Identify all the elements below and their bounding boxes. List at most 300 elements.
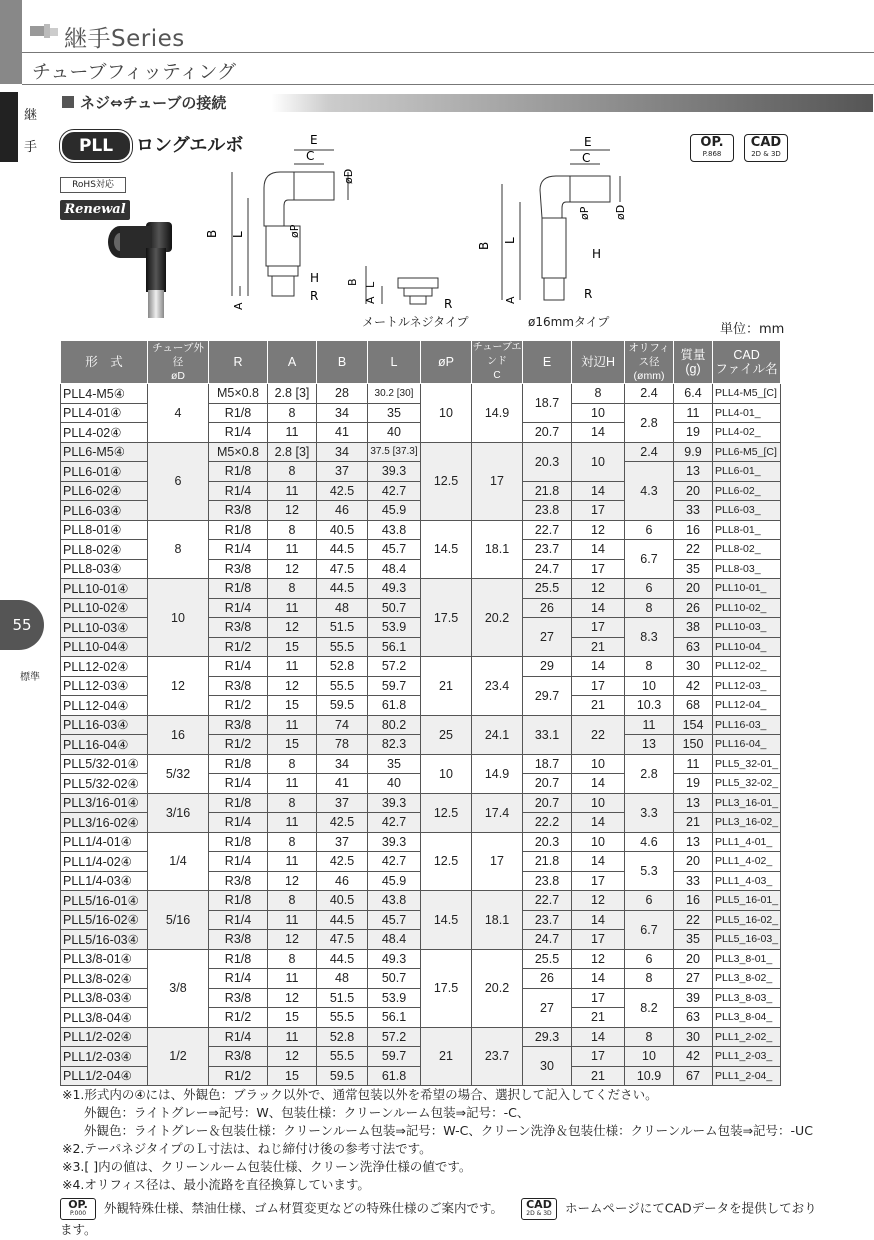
- table-cell-a: 8: [268, 754, 317, 774]
- footer-op-text: 外観特殊仕様、禁油仕様、ゴム材質変更などの特殊仕様のご案内です。: [103, 1200, 503, 1216]
- table-cell-b: 46: [317, 501, 368, 521]
- table-cell-model: PLL16-04④: [61, 735, 148, 755]
- table-cell-o: 8: [625, 969, 674, 989]
- footer-cad-badge-label: CAD: [526, 1198, 552, 1211]
- svg-text:B: B: [477, 241, 491, 250]
- table-cell-cad: PLL12-03_: [713, 676, 781, 696]
- table-cell-p: 17.5: [421, 579, 472, 657]
- svg-text:R: R: [444, 297, 453, 311]
- table-cell-g: 16: [674, 520, 713, 540]
- col-header-l: L: [368, 341, 421, 384]
- table-cell-cad: PLL16-04_: [713, 735, 781, 755]
- table-cell-model: PLL4-01④: [61, 403, 148, 423]
- svg-text:H: H: [310, 271, 320, 285]
- table-cell-d: 1/4: [148, 832, 209, 891]
- table-cell-b: 48: [317, 969, 368, 989]
- dimension-drawing-metric: [346, 256, 472, 316]
- table-cell-cad: PLL10-03_: [713, 618, 781, 638]
- table-cell-h: 14: [572, 813, 625, 833]
- table-cell-c: 14.9: [472, 384, 523, 443]
- table-cell-o: 6: [625, 579, 674, 599]
- dimension-drawing-16mm: [477, 132, 640, 312]
- table-cell-cad: PLL5_16-02_: [713, 910, 781, 930]
- table-cell-model: PLL3/8-04④: [61, 1008, 148, 1028]
- spec-table: [60, 340, 781, 1086]
- svg-text:øD: øD: [342, 168, 355, 184]
- table-cell-o: 8: [625, 598, 674, 618]
- table-cell-r: R1/8: [209, 403, 268, 423]
- table-cell-h: 12: [572, 520, 625, 540]
- table-cell-e: 18.7: [523, 384, 572, 423]
- table-cell-d: 12: [148, 657, 209, 716]
- table-cell-model: PLL1/4-01④: [61, 832, 148, 852]
- table-cell-d: 6: [148, 442, 209, 520]
- table-cell-a: 12: [268, 501, 317, 521]
- table-cell-model: PLL1/2-03④: [61, 1047, 148, 1067]
- table-cell-h: 21: [572, 1008, 625, 1028]
- table-cell-g: 26: [674, 598, 713, 618]
- table-cell-b: 28: [317, 384, 368, 404]
- table-cell-b: 52.8: [317, 657, 368, 677]
- product-code-badge: PLL: [60, 130, 132, 162]
- svg-text:L: L: [503, 237, 517, 244]
- table-cell-e: 21.8: [523, 852, 572, 872]
- table-cell-c: 23.4: [472, 657, 523, 716]
- table-cell-model: PLL10-02④: [61, 598, 148, 618]
- table-cell-b: 37: [317, 793, 368, 813]
- table-cell-r: R3/8: [209, 871, 268, 891]
- table-cell-h: 14: [572, 540, 625, 560]
- table-cell-model: PLL8-01④: [61, 520, 148, 540]
- table-cell-a: 8: [268, 462, 317, 482]
- table-cell-r: R1/4: [209, 774, 268, 794]
- table-cell-l: 42.7: [368, 481, 421, 501]
- svg-text:E: E: [584, 135, 592, 149]
- table-cell-cad: PLL6-03_: [713, 501, 781, 521]
- table-cell-h: 12: [572, 891, 625, 911]
- table-cell-r: R3/8: [209, 618, 268, 638]
- table-cell-h: 14: [572, 423, 625, 443]
- table-cell-r: M5×0.8: [209, 442, 268, 462]
- table-cell-r: R1/2: [209, 735, 268, 755]
- col-header-orifice-l2: (ømm): [633, 370, 665, 382]
- table-cell-cad: PLL4-02_: [713, 423, 781, 443]
- footnote: ※4.オリフィス径は、最小流路を直径換算しています。: [62, 1177, 370, 1192]
- table-cell-cad: PLL1_4-01_: [713, 832, 781, 852]
- table-cell-o: 6.7: [625, 910, 674, 949]
- table-cell-r: R1/8: [209, 793, 268, 813]
- table-cell-model: PLL12-03④: [61, 676, 148, 696]
- table-cell-l: 56.1: [368, 637, 421, 657]
- table-cell-e: 27: [523, 988, 572, 1027]
- table-cell-cad: PLL1_2-02_: [713, 1027, 781, 1047]
- footer-op-badge-label: OP.: [68, 1198, 88, 1211]
- table-cell-r: R1/4: [209, 540, 268, 560]
- table-cell-cad: PLL12-04_: [713, 696, 781, 716]
- table-cell-l: 40: [368, 423, 421, 443]
- table-cell-h: 17: [572, 501, 625, 521]
- table-cell-b: 51.5: [317, 618, 368, 638]
- svg-text:øP: øP: [288, 224, 301, 238]
- col-header-orifice-l1: オリフィス径: [628, 342, 670, 368]
- table-cell-c: 24.1: [472, 715, 523, 754]
- table-cell-l: 56.1: [368, 1008, 421, 1028]
- table-cell-e: 21.8: [523, 481, 572, 501]
- table-cell-e: 25.5: [523, 949, 572, 969]
- table-cell-h: 10: [572, 793, 625, 813]
- table-cell-c: 18.1: [472, 520, 523, 579]
- cad-badge-sub: 2D & 3D: [751, 150, 781, 158]
- table-cell-model: PLL8-02④: [61, 540, 148, 560]
- table-cell-a: 11: [268, 481, 317, 501]
- table-cell-model: PLL3/8-03④: [61, 988, 148, 1008]
- table-cell-model: PLL1/2-02④: [61, 1027, 148, 1047]
- table-cell-h: 14: [572, 1027, 625, 1047]
- table-row: [61, 657, 781, 677]
- table-cell-r: R1/8: [209, 754, 268, 774]
- table-cell-b: 51.5: [317, 988, 368, 1008]
- table-cell-e: 22.7: [523, 520, 572, 540]
- col-header-tube-end-l1: チューブエンド: [472, 342, 522, 367]
- table-cell-cad: PLL5_32-02_: [713, 774, 781, 794]
- table-cell-cad: PLL3_16-02_: [713, 813, 781, 833]
- table-cell-h: 21: [572, 696, 625, 716]
- table-cell-a: 12: [268, 676, 317, 696]
- table-cell-l: 39.3: [368, 462, 421, 482]
- table-cell-b: 48: [317, 598, 368, 618]
- svg-text:B: B: [205, 229, 219, 238]
- table-cell-cad: PLL6-01_: [713, 462, 781, 482]
- table-cell-d: 3/8: [148, 949, 209, 1027]
- table-cell-g: 9.9: [674, 442, 713, 462]
- table-cell-l: 39.3: [368, 793, 421, 813]
- table-cell-b: 74: [317, 715, 368, 735]
- table-cell-e: 24.7: [523, 930, 572, 950]
- table-cell-b: 40.5: [317, 520, 368, 540]
- col-header-tube-od-l1: チューブ外径: [152, 342, 204, 368]
- col-header-cad: [713, 341, 781, 384]
- table-cell-e: 25.5: [523, 579, 572, 599]
- table-cell-r: R3/8: [209, 501, 268, 521]
- table-cell-cad: PLL6-02_: [713, 481, 781, 501]
- table-header-row: [61, 341, 781, 384]
- table-cell-cad: PLL1_2-03_: [713, 1047, 781, 1067]
- table-cell-r: R1/4: [209, 481, 268, 501]
- col-header-orifice: [625, 341, 674, 384]
- table-cell-l: 35: [368, 754, 421, 774]
- footer-cad-badge-sub: 2D & 3D: [526, 1210, 552, 1217]
- table-cell-cad: PLL5_16-03_: [713, 930, 781, 950]
- table-cell-d: 10: [148, 579, 209, 657]
- table-cell-r: R1/4: [209, 657, 268, 677]
- table-cell-c: 20.2: [472, 949, 523, 1027]
- table-cell-e: 27: [523, 618, 572, 657]
- table-cell-h: 17: [572, 676, 625, 696]
- spec-table-body: [61, 384, 781, 1086]
- table-cell-h: 14: [572, 852, 625, 872]
- table-cell-r: R1/8: [209, 520, 268, 540]
- svg-text:øD: øD: [614, 204, 627, 220]
- table-cell-g: 154: [674, 715, 713, 735]
- footer-op-badge[interactable]: [60, 1198, 96, 1220]
- table-cell-b: 34: [317, 442, 368, 462]
- table-cell-a: 2.8 [3]: [268, 442, 317, 462]
- table-cell-e: 33.1: [523, 715, 572, 754]
- table-cell-o: 2.8: [625, 754, 674, 793]
- table-cell-a: 12: [268, 618, 317, 638]
- table-cell-r: R3/8: [209, 988, 268, 1008]
- table-cell-e: 22.7: [523, 891, 572, 911]
- table-cell-e: 24.7: [523, 559, 572, 579]
- table-cell-e: 30: [523, 1047, 572, 1086]
- table-cell-b: 59.5: [317, 1066, 368, 1086]
- footer-cad-badge[interactable]: [521, 1198, 557, 1220]
- table-cell-o: 6: [625, 891, 674, 911]
- table-cell-h: 21: [572, 1066, 625, 1086]
- col-header-cad-l1: CAD: [733, 348, 760, 362]
- table-cell-o: 6: [625, 520, 674, 540]
- table-cell-p: 10: [421, 754, 472, 793]
- table-cell-c: 17.4: [472, 793, 523, 832]
- table-cell-h: 10: [572, 403, 625, 423]
- table-cell-o: 4.6: [625, 832, 674, 852]
- table-cell-l: 42.7: [368, 813, 421, 833]
- table-cell-l: 35: [368, 403, 421, 423]
- table-cell-c: 17: [472, 442, 523, 520]
- table-cell-e: 26: [523, 969, 572, 989]
- table-cell-g: 35: [674, 559, 713, 579]
- table-cell-model: PLL6-M5④: [61, 442, 148, 462]
- table-cell-e: 18.7: [523, 754, 572, 774]
- table-cell-a: 15: [268, 696, 317, 716]
- table-row: [61, 754, 781, 774]
- col-header-tube-end-l2: C: [493, 370, 501, 381]
- table-cell-r: R1/2: [209, 1066, 268, 1086]
- table-cell-a: 11: [268, 598, 317, 618]
- side-tab-char: 継: [24, 108, 38, 123]
- table-cell-l: 82.3: [368, 735, 421, 755]
- table-cell-p: 14.5: [421, 891, 472, 950]
- table-cell-l: 53.9: [368, 618, 421, 638]
- table-cell-o: 13: [625, 735, 674, 755]
- table-cell-cad: PLL4-M5_[C]: [713, 384, 781, 404]
- table-cell-a: 11: [268, 1027, 317, 1047]
- table-cell-l: 42.7: [368, 852, 421, 872]
- table-cell-l: 43.8: [368, 891, 421, 911]
- table-cell-model: PLL3/8-02④: [61, 969, 148, 989]
- product-photo: [100, 218, 180, 324]
- col-header-model: 形 式: [61, 341, 148, 384]
- table-cell-b: 47.5: [317, 559, 368, 579]
- op-reference-badge[interactable]: [690, 134, 734, 162]
- table-cell-b: 59.5: [317, 696, 368, 716]
- table-cell-r: R3/8: [209, 715, 268, 735]
- table-cell-e: 29: [523, 657, 572, 677]
- table-cell-a: 11: [268, 657, 317, 677]
- table-cell-a: 8: [268, 520, 317, 540]
- table-cell-e: 29.3: [523, 1027, 572, 1047]
- page-subtitle: チューブフィッティング: [32, 61, 237, 83]
- table-cell-g: 68: [674, 696, 713, 716]
- col-header-mass: [674, 341, 713, 384]
- col-header-b: B: [317, 341, 368, 384]
- table-cell-a: 11: [268, 774, 317, 794]
- table-cell-model: PLL6-03④: [61, 501, 148, 521]
- table-cell-r: R3/8: [209, 559, 268, 579]
- footer-op-badge-page: P.000: [69, 1210, 87, 1217]
- table-cell-g: 20: [674, 949, 713, 969]
- page-category-label: 標準: [20, 672, 40, 683]
- col-header-tube-end: [472, 341, 523, 384]
- table-row: [61, 891, 781, 911]
- table-row: [61, 832, 781, 852]
- table-cell-cad: PLL16-03_: [713, 715, 781, 735]
- table-cell-r: M5×0.8: [209, 384, 268, 404]
- side-index-tab: [0, 92, 18, 162]
- table-cell-cad: PLL10-01_: [713, 579, 781, 599]
- table-cell-r: R1/4: [209, 598, 268, 618]
- table-cell-g: 30: [674, 657, 713, 677]
- table-cell-model: PLL5/16-01④: [61, 891, 148, 911]
- table-cell-h: 17: [572, 988, 625, 1008]
- table-cell-model: PLL12-04④: [61, 696, 148, 716]
- table-cell-o: 10: [625, 676, 674, 696]
- table-cell-r: R1/8: [209, 949, 268, 969]
- col-header-tube-od: [148, 341, 209, 384]
- table-cell-r: R1/4: [209, 910, 268, 930]
- table-cell-o: 6.7: [625, 540, 674, 579]
- table-cell-e: 20.7: [523, 774, 572, 794]
- col-header-mass-l2: (g): [685, 362, 701, 376]
- page-footer: [60, 1198, 820, 1237]
- table-cell-r: R1/2: [209, 637, 268, 657]
- product-name: ロングエルボ: [136, 135, 244, 156]
- table-cell-cad: PLL3_8-04_: [713, 1008, 781, 1028]
- table-cell-h: 14: [572, 481, 625, 501]
- table-cell-cad: PLL10-04_: [713, 637, 781, 657]
- table-cell-l: 49.3: [368, 949, 421, 969]
- table-cell-g: 30: [674, 1027, 713, 1047]
- table-cell-b: 41: [317, 774, 368, 794]
- table-cell-p: 12.5: [421, 793, 472, 832]
- svg-text:A: A: [504, 296, 517, 304]
- table-cell-o: 8.3: [625, 618, 674, 657]
- cad-reference-badge[interactable]: [744, 134, 788, 162]
- table-cell-model: PLL10-01④: [61, 579, 148, 599]
- svg-text:L: L: [364, 281, 377, 288]
- series-title: 継手Series: [64, 26, 185, 52]
- table-cell-l: 57.2: [368, 657, 421, 677]
- table-cell-a: 12: [268, 930, 317, 950]
- table-cell-l: 80.2: [368, 715, 421, 735]
- table-cell-h: 21: [572, 637, 625, 657]
- fitting-logo-icon: [30, 22, 60, 46]
- table-cell-model: PLL3/8-01④: [61, 949, 148, 969]
- table-cell-o: 11: [625, 715, 674, 735]
- table-cell-g: 27: [674, 969, 713, 989]
- table-cell-cad: PLL5_32-01_: [713, 754, 781, 774]
- table-cell-c: 20.2: [472, 579, 523, 657]
- table-cell-l: 39.3: [368, 832, 421, 852]
- table-cell-g: 13: [674, 462, 713, 482]
- table-cell-cad: PLL12-02_: [713, 657, 781, 677]
- table-cell-cad: PLL3_8-01_: [713, 949, 781, 969]
- table-cell-model: PLL10-04④: [61, 637, 148, 657]
- section-bullet-icon: [62, 96, 74, 108]
- op-badge-page: P.868: [702, 150, 722, 158]
- table-cell-e: 20.7: [523, 793, 572, 813]
- svg-text:E: E: [310, 133, 318, 147]
- table-cell-h: 22: [572, 715, 625, 754]
- table-cell-model: PLL5/16-02④: [61, 910, 148, 930]
- svg-text:A: A: [232, 302, 245, 310]
- table-cell-p: 21: [421, 657, 472, 716]
- table-cell-h: 12: [572, 579, 625, 599]
- table-cell-cad: PLL1_4-03_: [713, 871, 781, 891]
- svg-text:R: R: [584, 287, 593, 301]
- table-cell-l: 49.3: [368, 579, 421, 599]
- svg-text:R: R: [310, 289, 319, 303]
- table-cell-d: 3/16: [148, 793, 209, 832]
- table-row: [61, 442, 781, 462]
- page-number: 55: [0, 600, 44, 650]
- table-cell-g: 42: [674, 1047, 713, 1067]
- svg-text:C: C: [306, 149, 315, 163]
- table-cell-a: 15: [268, 1066, 317, 1086]
- footer-cad-text: ホームページにてCADデータを提供しております。: [60, 1200, 817, 1237]
- col-header-mass-l1: 質量: [680, 348, 706, 362]
- table-cell-model: PLL16-03④: [61, 715, 148, 735]
- table-cell-b: 40.5: [317, 891, 368, 911]
- table-cell-a: 11: [268, 910, 317, 930]
- table-cell-g: 33: [674, 871, 713, 891]
- table-cell-h: 8: [572, 384, 625, 404]
- svg-text:C: C: [582, 151, 591, 165]
- table-cell-h: 17: [572, 1047, 625, 1067]
- table-cell-c: 23.7: [472, 1027, 523, 1086]
- table-cell-l: 57.2: [368, 1027, 421, 1047]
- op-badge-label: OP.: [700, 135, 724, 150]
- table-cell-l: 48.4: [368, 559, 421, 579]
- table-cell-h: 17: [572, 618, 625, 638]
- table-cell-a: 15: [268, 637, 317, 657]
- table-cell-g: 63: [674, 637, 713, 657]
- table-cell-b: 42.5: [317, 813, 368, 833]
- table-cell-o: 2.8: [625, 403, 674, 442]
- table-cell-cad: PLL3_16-01_: [713, 793, 781, 813]
- table-cell-l: 59.7: [368, 1047, 421, 1067]
- table-cell-cad: PLL1_4-02_: [713, 852, 781, 872]
- table-row: [61, 715, 781, 735]
- table-cell-b: 47.5: [317, 930, 368, 950]
- table-cell-a: 8: [268, 891, 317, 911]
- table-cell-g: 20: [674, 481, 713, 501]
- col-header-r: R: [209, 341, 268, 384]
- table-cell-o: 10.3: [625, 696, 674, 716]
- table-cell-a: 8: [268, 793, 317, 813]
- table-cell-model: PLL3/16-02④: [61, 813, 148, 833]
- table-cell-d: 5/32: [148, 754, 209, 793]
- table-cell-model: PLL10-03④: [61, 618, 148, 638]
- table-row: [61, 1027, 781, 1047]
- table-cell-b: 55.5: [317, 1008, 368, 1028]
- table-cell-o: 8: [625, 1027, 674, 1047]
- rohs-badge: RoHS対応: [60, 177, 126, 193]
- table-cell-b: 55.5: [317, 676, 368, 696]
- table-cell-l: 50.7: [368, 598, 421, 618]
- svg-text:H: H: [592, 247, 602, 261]
- table-cell-g: 22: [674, 540, 713, 560]
